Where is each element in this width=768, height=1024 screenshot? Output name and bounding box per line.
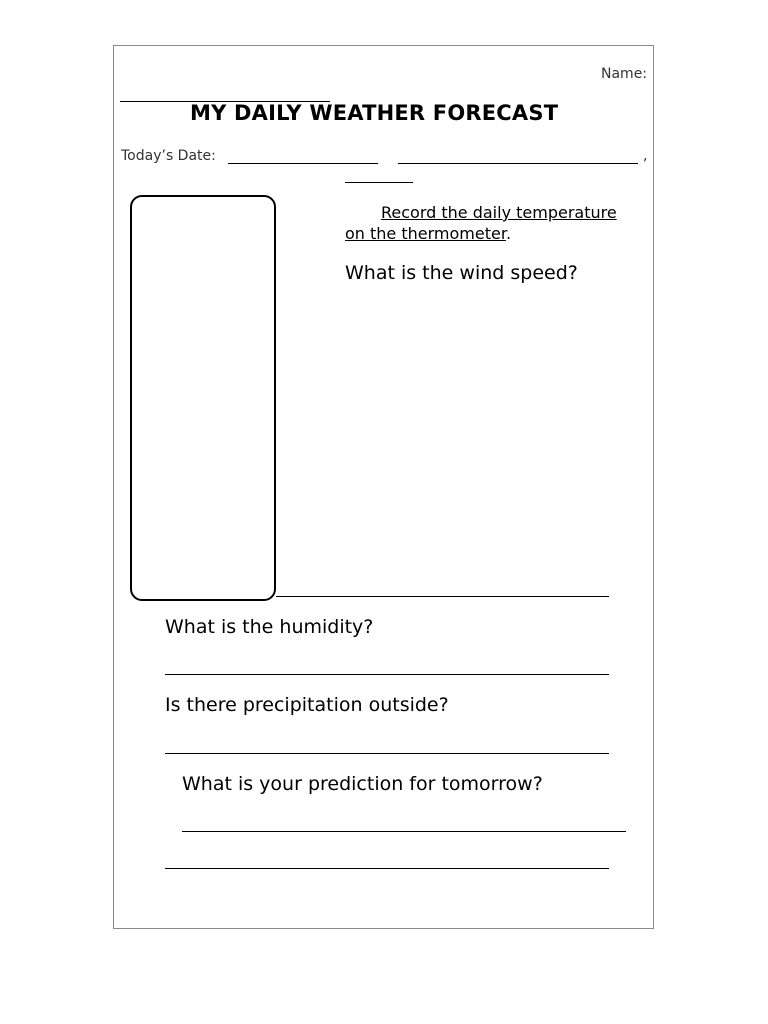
wind-speed-answer-line[interactable]	[276, 596, 609, 597]
humidity-answer-line[interactable]	[165, 674, 609, 675]
date-answer-line-2[interactable]	[398, 163, 638, 164]
name-label: Name:	[601, 66, 648, 82]
humidity-question: What is the humidity?	[165, 616, 374, 638]
date-comma: ,	[643, 148, 648, 164]
temperature-instruction-period: .	[505, 224, 512, 243]
date-answer-line-1[interactable]	[228, 163, 378, 164]
date-label: Today’s Date:	[121, 148, 216, 164]
temperature-instruction-underlined: on the thermometer	[345, 224, 506, 243]
worksheet-page	[113, 45, 654, 929]
prediction-answer-line-1[interactable]	[182, 831, 626, 832]
prediction-question: What is your prediction for tomorrow?	[182, 773, 543, 795]
temperature-instruction-line-1: Record the daily temperature	[381, 203, 617, 222]
precipitation-question: Is there precipitation outside?	[165, 694, 449, 716]
page-title: MY DAILY WEATHER FORECAST	[190, 101, 559, 125]
precipitation-answer-line[interactable]	[165, 753, 609, 754]
prediction-answer-line-2[interactable]	[165, 868, 609, 869]
date-answer-line-3[interactable]	[345, 182, 413, 183]
wind-speed-question: What is the wind speed?	[345, 262, 578, 284]
thermometer-box[interactable]	[130, 195, 276, 601]
temperature-instruction-line-2	[345, 224, 511, 243]
